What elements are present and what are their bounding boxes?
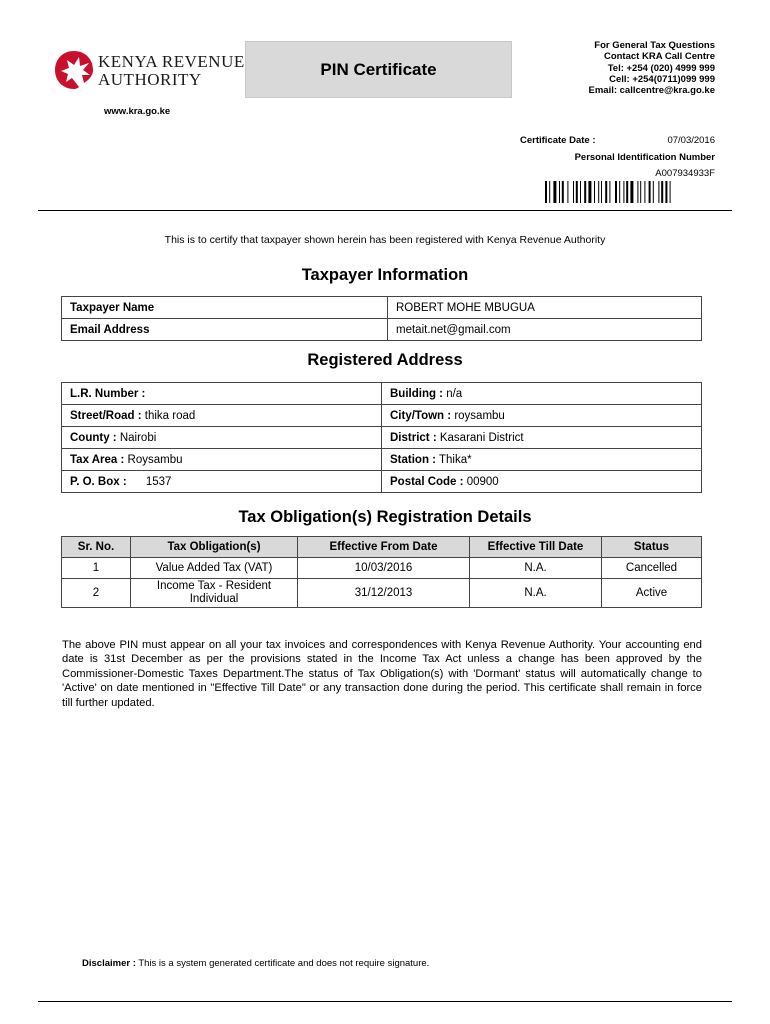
- station-value: Thika*: [439, 453, 472, 466]
- disclaimer-label: Disclaimer :: [82, 958, 136, 969]
- contact-info: [589, 40, 716, 96]
- contact-email: Email: callcentre@kra.go.ke: [588, 85, 715, 97]
- address-cell: [62, 427, 382, 449]
- logo-text-line2: AUTHORITY: [98, 70, 202, 89]
- table-row: [62, 319, 702, 341]
- table-row: [62, 471, 702, 493]
- tax-area-label: Tax Area :: [70, 453, 125, 466]
- disclaimer-text: This is a system generated certificate and does not require signature.: [138, 958, 430, 969]
- divider: [38, 1001, 732, 1002]
- column-header: Status: [602, 537, 702, 558]
- table-cell: 2: [62, 579, 131, 608]
- registered-address-heading: Registered Address: [307, 351, 463, 369]
- address-cell: [382, 449, 702, 471]
- tax-area-value: Roysambu: [127, 453, 183, 466]
- pin-value: A007934933F: [655, 168, 715, 179]
- email-address-value: metait.net@gmail.com: [388, 319, 702, 341]
- table-row: [62, 558, 702, 579]
- pin-usage-note: The above PIN must appear on all your tax invoices and correspondences with Kenya Revenue Authority. Your accounting end date is 31st December as per the provisions stated in the Income Tax Act unless a change has been approved by the Commissioner-Domestic Taxes Department.The status of Tax Obligation(s) with 'Dormant' status will automatically change to 'Active' on date mentioned in "Effective Till Date" or any transaction done during the period. This certificate shall remain in force till further updated.: [62, 639, 702, 709]
- table-cell: N.A.: [470, 558, 602, 579]
- table-header-row: [62, 537, 702, 558]
- address-cell: [62, 471, 382, 493]
- table-cell: Income Tax - Resident Individual: [131, 579, 298, 608]
- barcode: [545, 181, 713, 203]
- tax-obligation-heading: Tax Obligation(s) Registration Details: [238, 508, 532, 526]
- building-label: Building :: [390, 387, 444, 400]
- county-value: Nairobi: [119, 431, 157, 444]
- district-label: District :: [390, 431, 437, 444]
- logo-text-line1: KENYA REVENUE: [98, 52, 245, 71]
- certificate-date-value: 07/03/2016: [667, 135, 715, 146]
- pin-label: Personal Identification Number: [574, 152, 715, 163]
- disclaimer: [82, 958, 429, 969]
- contact-cell: Cell: +254(0711)099 999: [609, 73, 715, 85]
- table-row: [62, 579, 702, 608]
- table-row: [62, 427, 702, 449]
- street-road-label: Street/Road :: [70, 409, 142, 422]
- taxpayer-name-value: ROBERT MOHE MBUGUA: [388, 297, 702, 319]
- column-header: Sr. No.: [62, 537, 131, 558]
- lion-emblem-icon: [52, 48, 96, 92]
- website-link[interactable]: www.kra.go.ke: [104, 106, 171, 117]
- taxpayer-information-heading: Taxpayer Information: [301, 266, 469, 284]
- divider: [38, 210, 732, 211]
- postal-code-value: 00900: [466, 475, 499, 488]
- document-title: PIN Certificate: [245, 41, 512, 98]
- table-row: [62, 405, 702, 427]
- table-row: [62, 449, 702, 471]
- address-cell: [382, 427, 702, 449]
- table-cell: Value Added Tax (VAT): [131, 558, 298, 579]
- contact-line: For General Tax Questions: [594, 40, 715, 51]
- table-row: [62, 383, 702, 405]
- tax-obligation-table: [61, 536, 702, 608]
- address-cell: [382, 471, 702, 493]
- taxpayer-information-table: [61, 296, 702, 341]
- station-label: Station :: [390, 453, 436, 466]
- lr-number-label: L.R. Number :: [70, 387, 146, 400]
- column-header: Effective From Date: [298, 537, 470, 558]
- certificate-date-label: Certificate Date :: [520, 135, 596, 146]
- table-cell: 31/12/2013: [298, 579, 470, 608]
- column-header: Tax Obligation(s): [131, 537, 298, 558]
- table-cell: 10/03/2016: [298, 558, 470, 579]
- po-box-label: P. O. Box :: [70, 475, 127, 488]
- po-box-value: 1537: [145, 475, 172, 488]
- county-label: County :: [70, 431, 117, 444]
- kra-logo: [52, 48, 245, 96]
- contact-phone: Tel: +254 (020) 4999 999: [607, 62, 715, 74]
- column-header: Effective Till Date: [470, 537, 602, 558]
- city-town-label: City/Town :: [390, 409, 452, 422]
- address-cell: [62, 449, 382, 471]
- contact-line: Contact KRA Call Centre: [603, 51, 715, 63]
- table-cell: 1: [62, 558, 131, 579]
- email-address-label: Email Address: [62, 319, 388, 341]
- building-value: n/a: [446, 387, 463, 400]
- taxpayer-name-label: Taxpayer Name: [62, 297, 388, 319]
- table-cell: Cancelled: [602, 558, 702, 579]
- street-road-value: thika road: [144, 409, 196, 422]
- address-cell: [62, 405, 382, 427]
- certification-statement: This is to certify that taxpayer shown herein has been registered with Kenya Revenue Authority: [164, 234, 606, 246]
- table-row: [62, 297, 702, 319]
- address-cell: [382, 405, 702, 427]
- district-value: Kasarani District: [439, 431, 524, 444]
- city-town-value: roysambu: [454, 409, 505, 422]
- table-cell: N.A.: [470, 579, 602, 608]
- postal-code-label: Postal Code :: [390, 475, 464, 488]
- address-cell: [382, 383, 702, 405]
- registered-address-table: [61, 382, 702, 493]
- table-cell: Active: [602, 579, 702, 608]
- address-cell: [62, 383, 382, 405]
